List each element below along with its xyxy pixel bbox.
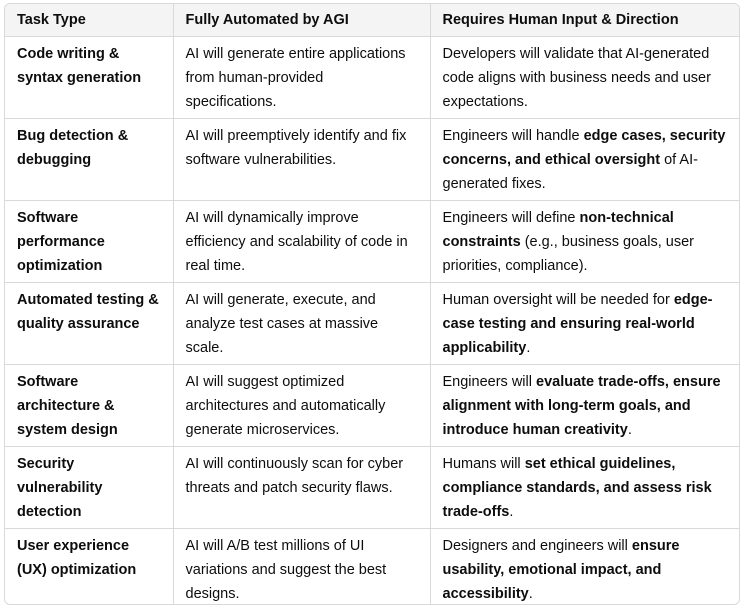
emphasis-text: edge-case testing and ensuring real-world applicability [442, 291, 713, 356]
table-row [5, 118, 739, 200]
table-row [5, 200, 739, 282]
human-input-cell [430, 36, 739, 118]
header-task-type: Task Type [5, 4, 173, 36]
human-input-cell [430, 446, 739, 528]
automated-cell: AI will preemptively identify and fix software vulnerabilities. [173, 118, 430, 200]
body-text: . [528, 585, 533, 602]
human-input-cell [430, 364, 739, 446]
task-type-cell: Software architecture & system design [5, 364, 173, 446]
table-row [5, 36, 739, 118]
table-body [5, 36, 739, 605]
body-text: . [509, 503, 514, 520]
task-type-cell: Code writing & syntax generation [5, 36, 173, 118]
table-row [5, 446, 739, 528]
comparison-table [5, 4, 739, 605]
emphasis-text: edge cases, security concerns, and ethical oversight [442, 127, 726, 168]
body-text: Designers and engineers will [442, 537, 632, 554]
automated-cell: AI will dynamically improve efficiency and scalability of code in real time. [173, 200, 430, 282]
task-type-cell: Bug detection & debugging [5, 118, 173, 200]
table-header-row [5, 4, 739, 36]
body-text: Engineers will [442, 373, 536, 390]
header-fully-automated: Fully Automated by AGI [173, 4, 430, 36]
task-type-cell: Security vulnerability detection [5, 446, 173, 528]
task-type-cell: User experience (UX) optimization [5, 528, 173, 605]
body-text: Humans will [442, 455, 525, 472]
table-row [5, 282, 739, 364]
body-text: Developers will validate that AI-generated code aligns with business needs and user expectations. [442, 45, 711, 110]
automated-cell: AI will generate entire applications from human-provided specifications. [173, 36, 430, 118]
automated-cell: AI will continuously scan for cyber threats and patch security flaws. [173, 446, 430, 528]
body-text: . [526, 339, 531, 356]
body-text: of AI-generated fixes. [442, 151, 698, 192]
emphasis-text: non-technical constraints [442, 209, 674, 250]
human-input-cell [430, 118, 739, 200]
table-row [5, 364, 739, 446]
automated-cell: AI will generate, execute, and analyze test cases at massive scale. [173, 282, 430, 364]
task-type-cell: Software performance optimization [5, 200, 173, 282]
automated-cell: AI will A/B test millions of UI variations and suggest the best designs. [173, 528, 430, 605]
body-text: Human oversight will be needed for [442, 291, 674, 308]
emphasis-text: evaluate trade-offs, ensure alignment with long-term goals, and introduce human creativity [442, 373, 721, 438]
human-input-cell [430, 282, 739, 364]
emphasis-text: set ethical guidelines, compliance standards, and assess risk trade-offs [442, 455, 712, 520]
emphasis-text: ensure usability, emotional impact, and accessibility [442, 537, 680, 602]
automated-cell: AI will suggest optimized architectures and automatically generate microservices. [173, 364, 430, 446]
header-requires-human-input: Requires Human Input & Direction [430, 4, 739, 36]
human-input-cell [430, 528, 739, 605]
table-row [5, 528, 739, 605]
body-text: Engineers will define [442, 209, 580, 226]
human-input-cell [430, 200, 739, 282]
task-type-cell: Automated testing & quality assurance [5, 282, 173, 364]
body-text: (e.g., business goals, user priorities, compliance). [442, 233, 694, 274]
comparison-table-container [4, 3, 740, 605]
body-text: Engineers will handle [442, 127, 584, 144]
body-text: . [627, 421, 632, 438]
